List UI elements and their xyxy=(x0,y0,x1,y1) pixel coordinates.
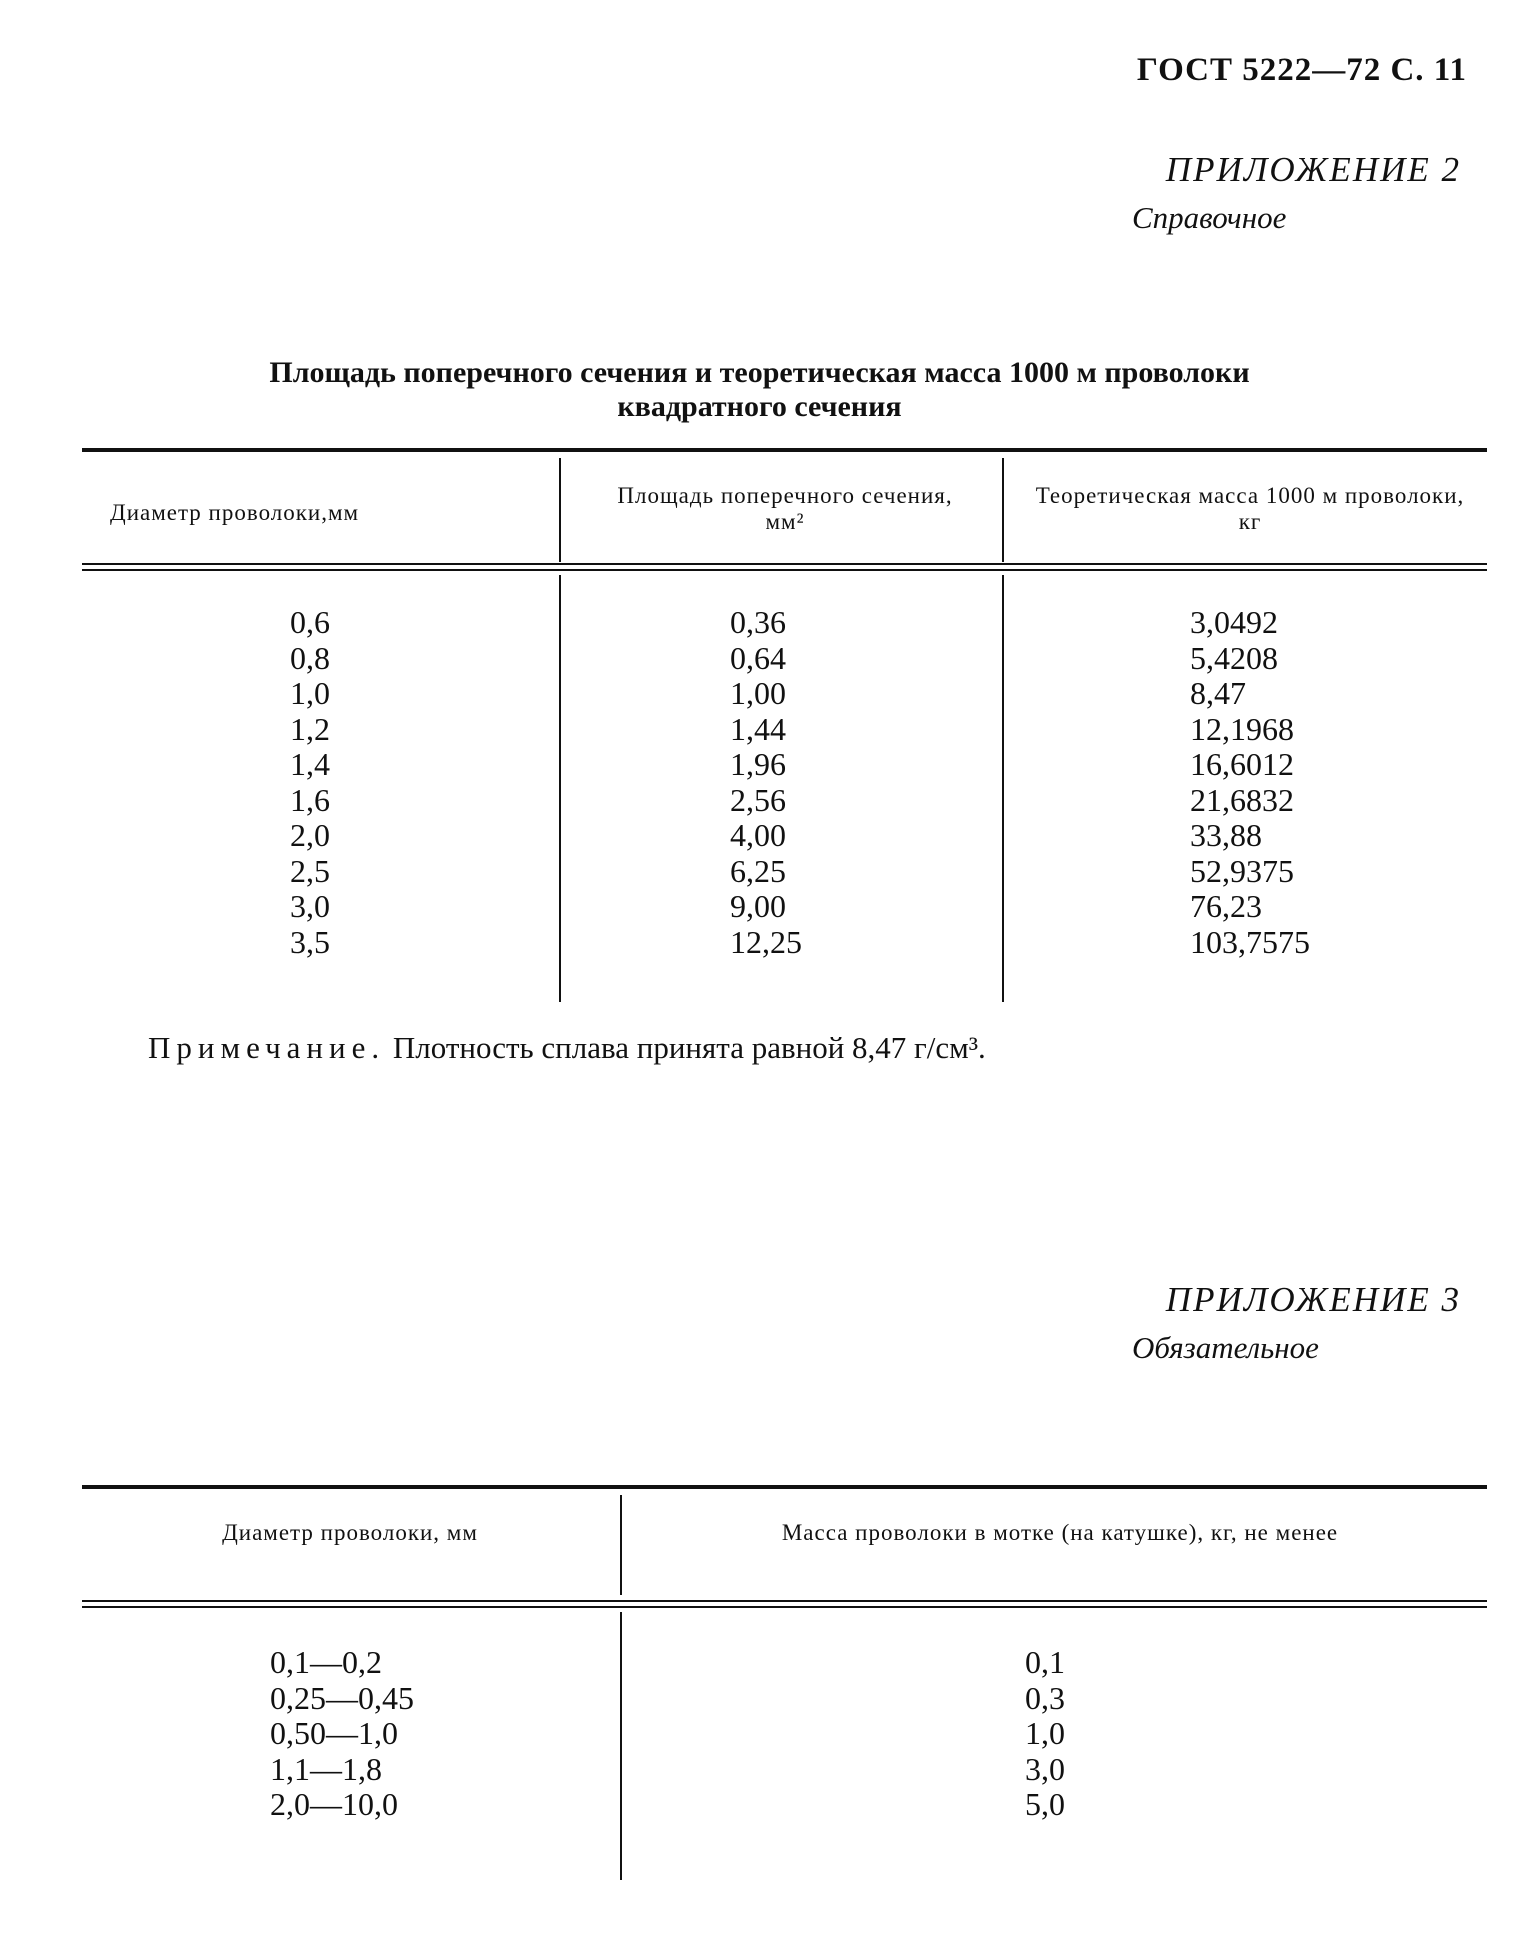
table-1-header-rule-1 xyxy=(82,563,1487,565)
table-1-cell-diameter: 1,4 xyxy=(290,746,330,782)
table-2-top-rule xyxy=(82,1485,1487,1489)
table-2-col-diameter-header: Диаметр проволоки, мм xyxy=(222,1520,478,1545)
table-1-cell-area: 1,96 xyxy=(730,746,786,782)
table-1-top-rule xyxy=(82,448,1487,452)
table-2-cell-diameter: 2,0—10,0 xyxy=(270,1786,398,1822)
table-1-cell-mass: 8,47 xyxy=(1190,675,1246,711)
table-1-cell-mass: 76,23 xyxy=(1190,888,1262,924)
table-1-cell-area: 12,25 xyxy=(730,923,802,960)
table-1-cell-area: 9,00 xyxy=(730,888,786,924)
table-1-body-divider-1 xyxy=(559,575,561,1002)
table-1-cell-area: 1,00 xyxy=(730,675,786,711)
table-1-cell-area: 0,36 xyxy=(730,604,786,640)
table-1-cell-area: 6,25 xyxy=(730,852,786,889)
table-2-col-diameter xyxy=(270,1645,414,1823)
table-2-cell-diameter: 0,50—1,0 xyxy=(270,1715,398,1751)
note-label: Примечание. xyxy=(148,1030,386,1065)
table-1-cell-diameter: 2,0 xyxy=(290,817,330,853)
table-1-cell-diameter: 1,6 xyxy=(290,781,330,818)
table-2-body-divider xyxy=(620,1612,622,1880)
table-2-cell-mass: 1,0 xyxy=(1025,1715,1065,1751)
table-1-col-area-header: Площадь поперечного сечения, мм² xyxy=(617,483,953,534)
table-1-cell-mass: 52,9375 xyxy=(1190,852,1294,889)
table-2-cell-mass: 5,0 xyxy=(1025,1786,1065,1822)
appendix-3-title: ПРИЛОЖЕНИЕ 3 xyxy=(1165,1280,1461,1319)
table-1-cell-diameter: 0,8 xyxy=(290,639,330,676)
table-1-cell-diameter: 1,2 xyxy=(290,710,330,747)
table-1-cell-mass: 16,6012 xyxy=(1190,746,1294,782)
table-1-col-diameter xyxy=(290,605,330,960)
table-2-header-rule-2 xyxy=(82,1606,1487,1608)
table-1-col-area xyxy=(730,605,802,960)
table-1-cell-mass: 33,88 xyxy=(1190,817,1262,853)
table-2-header-rule-1 xyxy=(82,1600,1487,1602)
table-1-cell-diameter: 2,5 xyxy=(290,852,330,889)
table-2-cell-diameter: 0,25—0,45 xyxy=(270,1679,414,1716)
table-1-cell-area: 1,44 xyxy=(730,710,786,747)
table-2-cell-mass: 0,3 xyxy=(1025,1679,1065,1716)
page-header: ГОСТ 5222—72 С. 11 xyxy=(1136,52,1467,88)
table-1-title-line-2: квадратного сечения xyxy=(617,390,902,423)
table-1-header-rule-2 xyxy=(82,569,1487,571)
table-1-col-mass-header: Теоретическая масса 1000 м проволоки, кг xyxy=(1035,483,1465,534)
table-1-header-divider-1 xyxy=(559,458,561,562)
table-1-cell-diameter: 1,0 xyxy=(290,675,330,711)
note-text: Плотность сплава принята равной 8,47 г/см³. xyxy=(392,1030,986,1065)
table-1-cell-area: 4,00 xyxy=(730,817,786,853)
table-1-body-divider-2 xyxy=(1002,575,1004,1002)
table-1-col-diameter-header: Диаметр проволоки,мм xyxy=(110,500,360,525)
table-2-cell-mass: 0,1 xyxy=(1025,1644,1065,1680)
table-2-header-divider xyxy=(620,1495,622,1595)
appendix-2-title: ПРИЛОЖЕНИЕ 2 xyxy=(1165,150,1461,189)
table-1-cell-diameter: 3,0 xyxy=(290,888,330,924)
table-1-cell-area: 0,64 xyxy=(730,639,786,676)
table-1-header-divider-2 xyxy=(1002,458,1004,562)
table-2-col-mass-header: Масса проволоки в мотке (на катушке), кг, не менее xyxy=(781,1520,1339,1545)
table-2-cell-diameter: 0,1—0,2 xyxy=(270,1644,382,1680)
table-1-cell-area: 2,56 xyxy=(730,781,786,818)
table-1-cell-mass: 12,1968 xyxy=(1190,710,1294,747)
table-1-note xyxy=(148,1030,986,1066)
table-2-cell-diameter: 1,1—1,8 xyxy=(270,1750,382,1787)
table-1-title-line-1: Площадь поперечного сечения и теоретическая масса 1000 м проволоки xyxy=(269,356,1250,389)
table-1-cell-mass: 103,7575 xyxy=(1190,923,1310,960)
table-2-cell-mass: 3,0 xyxy=(1025,1750,1065,1787)
table-1-col-mass xyxy=(1190,605,1310,960)
table-1-cell-diameter: 3,5 xyxy=(290,923,330,960)
appendix-2-subtitle: Справочное xyxy=(1132,200,1287,235)
table-1-cell-diameter: 0,6 xyxy=(290,604,330,640)
table-1-cell-mass: 5,4208 xyxy=(1190,639,1278,676)
appendix-3-subtitle: Обязательное xyxy=(1132,1330,1319,1365)
table-2-col-mass xyxy=(1025,1645,1065,1823)
table-1-cell-mass: 3,0492 xyxy=(1190,604,1278,640)
table-1-cell-mass: 21,6832 xyxy=(1190,781,1294,818)
